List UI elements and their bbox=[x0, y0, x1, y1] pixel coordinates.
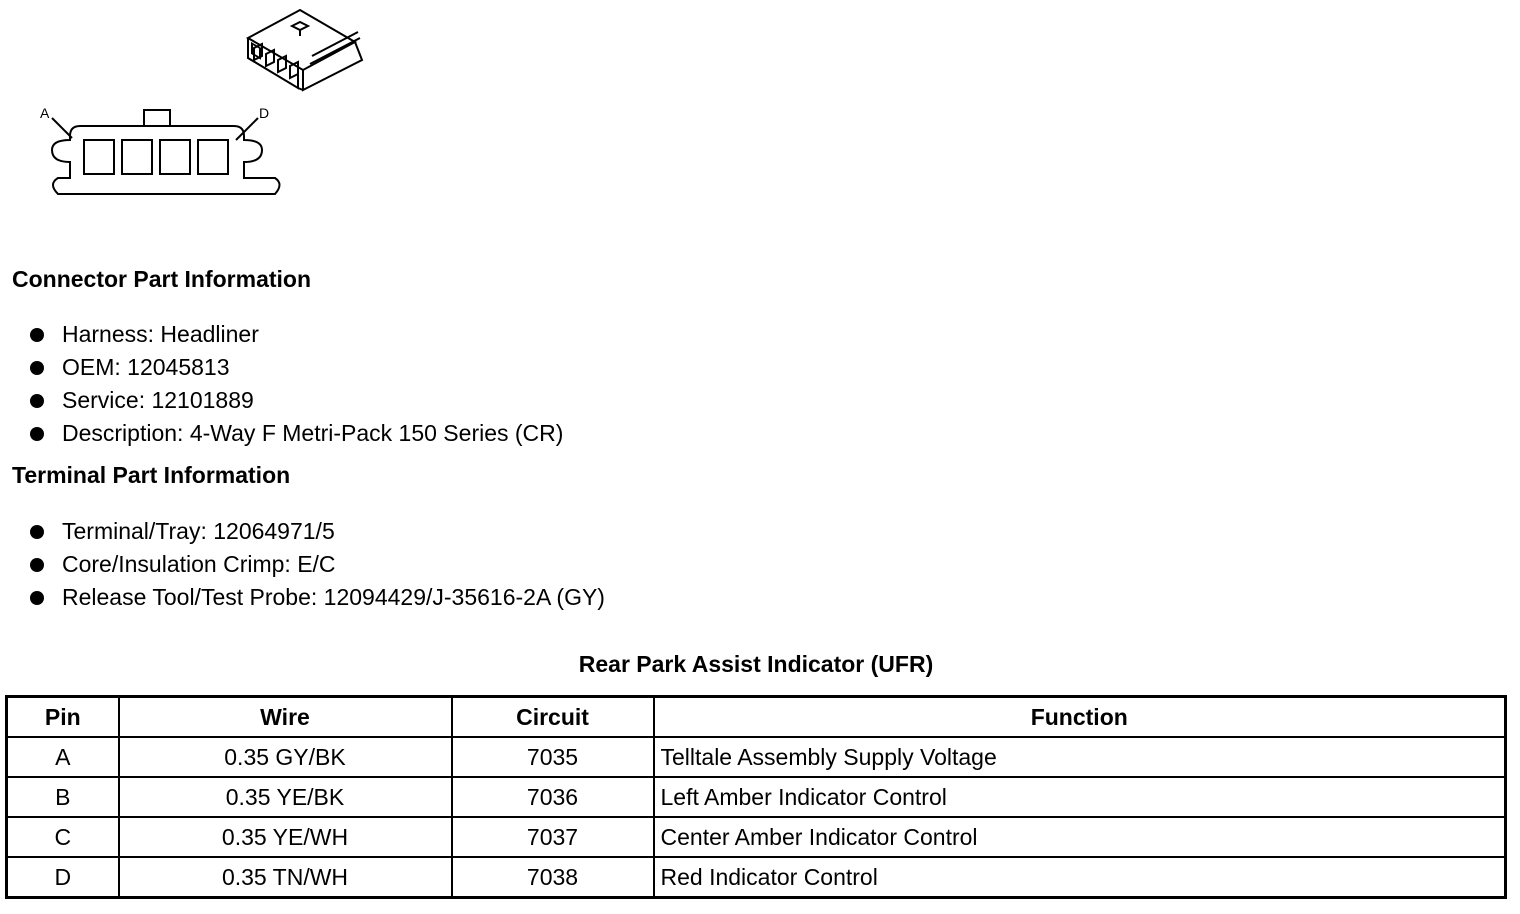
bullet-icon bbox=[30, 427, 44, 441]
list-item: Service: 12101889 bbox=[28, 385, 563, 418]
list-item: Core/Insulation Crimp: E/C bbox=[28, 549, 605, 582]
table-row bbox=[7, 777, 1506, 817]
function-cell: Left Amber Indicator Control bbox=[654, 777, 1506, 817]
pin-cell: C bbox=[7, 817, 119, 857]
pin-cell: B bbox=[7, 777, 119, 817]
table-caption: Rear Park Assist Indicator (UFR) bbox=[578, 651, 934, 677]
bullet-icon bbox=[30, 361, 44, 375]
circuit-cell: 7038 bbox=[452, 857, 654, 898]
wire-cell: 0.35 TN/WH bbox=[119, 857, 452, 898]
wire-cell: 0.35 YE/WH bbox=[119, 817, 452, 857]
circuit-cell: 7037 bbox=[452, 817, 654, 857]
table-row bbox=[7, 817, 1506, 857]
table-row bbox=[7, 857, 1506, 898]
pin-function-table bbox=[5, 695, 1507, 899]
bullet-icon bbox=[30, 525, 44, 539]
list-item: OEM: 12045813 bbox=[28, 352, 563, 385]
pin-d-label: D bbox=[259, 105, 270, 121]
column-header-circuit: Circuit bbox=[452, 697, 654, 738]
circuit-cell: 7035 bbox=[452, 737, 654, 777]
bullet-icon bbox=[30, 558, 44, 572]
column-header-pin: Pin bbox=[7, 697, 119, 738]
column-header-function: Function bbox=[654, 697, 1506, 738]
connector-isometric-illustration bbox=[248, 10, 362, 90]
table-header-row bbox=[7, 697, 1506, 738]
circuit-cell: 7036 bbox=[452, 777, 654, 817]
pin-cell: A bbox=[7, 737, 119, 777]
list-item: Terminal/Tray: 12064971/5 bbox=[28, 516, 605, 549]
connector-face-illustration bbox=[52, 110, 280, 194]
function-cell: Red Indicator Control bbox=[654, 857, 1506, 898]
list-item: Release Tool/Test Probe: 12094429/J-35616-2A (GY) bbox=[28, 582, 605, 615]
pin-cell: D bbox=[7, 857, 119, 898]
column-header-wire: Wire bbox=[119, 697, 452, 738]
wire-cell: 0.35 GY/BK bbox=[119, 737, 452, 777]
wire-cell: 0.35 YE/BK bbox=[119, 777, 452, 817]
pin-a-label: A bbox=[40, 105, 50, 121]
table-row bbox=[7, 737, 1506, 777]
terminal-part-info-heading: Terminal Part Information bbox=[12, 462, 291, 488]
terminal-part-info-list bbox=[28, 516, 605, 615]
bullet-icon bbox=[30, 591, 44, 605]
bullet-icon bbox=[30, 394, 44, 408]
function-cell: Telltale Assembly Supply Voltage bbox=[654, 737, 1506, 777]
function-cell: Center Amber Indicator Control bbox=[654, 817, 1506, 857]
connector-diagram bbox=[0, 0, 400, 215]
list-item: Harness: Headliner bbox=[28, 319, 563, 352]
list-item: Description: 4-Way F Metri-Pack 150 Series (CR) bbox=[28, 418, 563, 451]
bullet-icon bbox=[30, 328, 44, 342]
connector-part-info-heading: Connector Part Information bbox=[12, 266, 312, 292]
connector-part-info-list bbox=[28, 319, 563, 451]
